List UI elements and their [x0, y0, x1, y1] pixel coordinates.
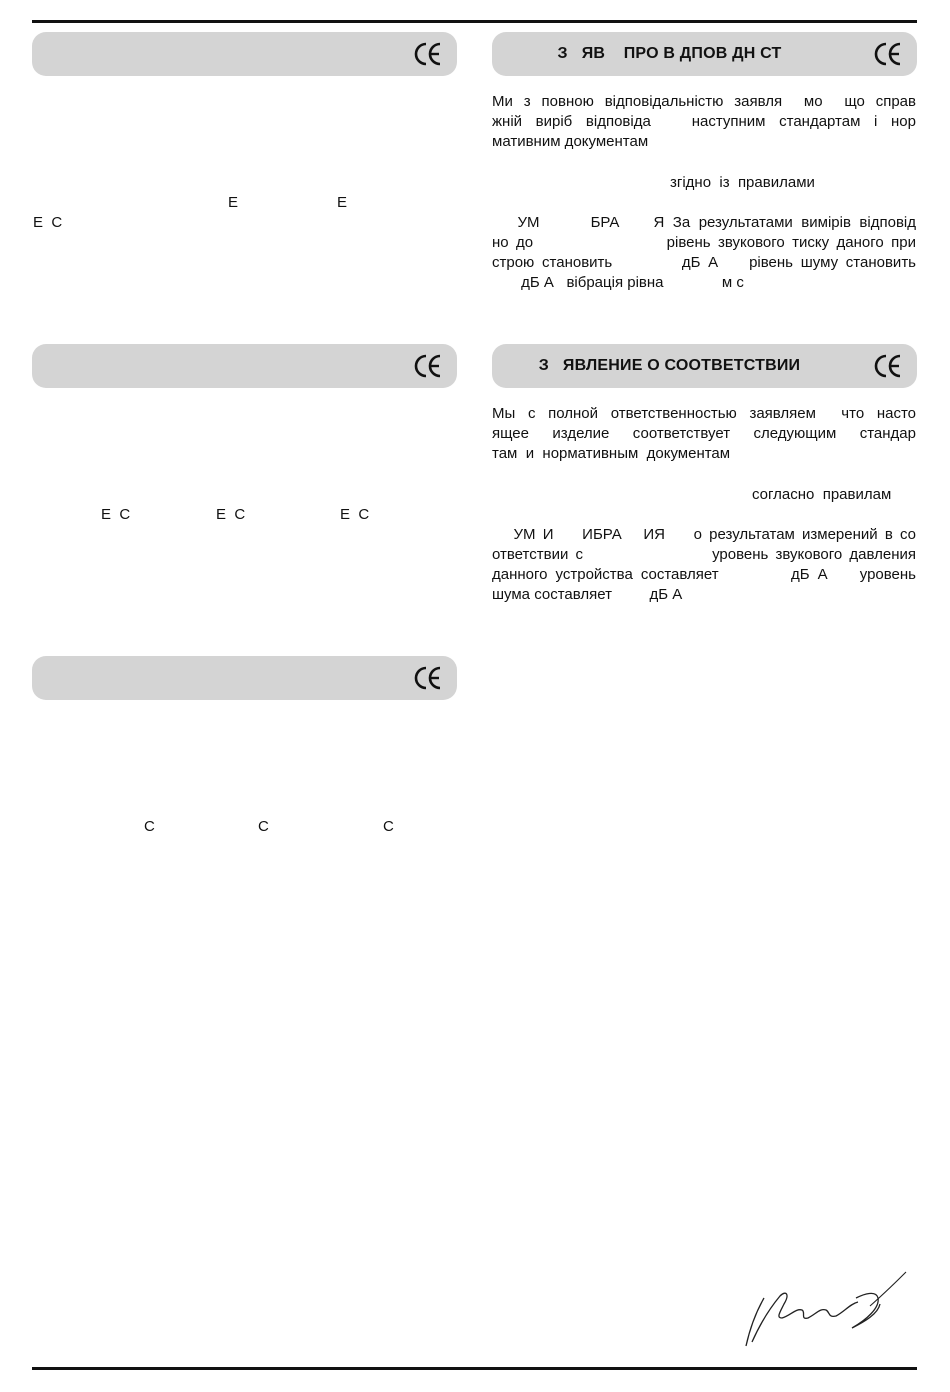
ru-noise-paragraph — [492, 525, 916, 605]
uk-rules-line: згідно із правилами — [670, 174, 815, 191]
signature-image — [740, 1268, 910, 1350]
ce-mark-icon — [873, 352, 903, 380]
left-section-1-fragment-3: Е С — [33, 214, 63, 231]
uk-intro-line: мативним документам — [492, 133, 649, 150]
ru-intro-line: там и нормативным документам — [492, 445, 731, 462]
uk-intro-line: Ми з повною відповідальністю заявля мо що справ — [492, 93, 916, 110]
uk-noise-paragraph — [492, 213, 916, 293]
left-section-3-fragment-1: С — [144, 818, 155, 835]
left-section-1-header — [32, 32, 457, 76]
left-section-2-fragment-1: Е С — [101, 506, 131, 523]
ce-mark-icon — [873, 40, 903, 68]
left-section-1-fragment-1: Е — [228, 194, 239, 211]
ce-mark-icon — [413, 664, 443, 692]
uk-noise-line: дБ А вібрація рівна м с — [492, 274, 744, 291]
left-section-3-fragment-3: С — [383, 818, 394, 835]
uk-noise-line: но до рівень звукового тиску даного при — [492, 234, 916, 251]
left-section-1-fragment-2: Е — [337, 194, 348, 211]
left-section-3-fragment-2: С — [258, 818, 269, 835]
ru-declaration-header — [492, 344, 917, 388]
ru-intro-line: Мы с полной ответственностью заявляем что насто — [492, 405, 916, 422]
ce-mark-icon — [413, 40, 443, 68]
left-section-3-header — [32, 656, 457, 700]
uk-declaration-title: З ЯВ ПРО В ДПОВ ДН СТ — [557, 45, 782, 62]
left-section-1-title — [32, 32, 387, 76]
uk-noise-line: строю становить дБ А рівень шуму становить — [492, 254, 916, 271]
ru-rules-line: согласно правилам — [752, 486, 892, 503]
uk-noise-line: УМ БРА Я За результатами вимірів відповід — [492, 214, 916, 231]
ru-declaration-title: З ЯВЛЕНИЕ О СООТВЕТСТВИИ — [538, 357, 801, 374]
ce-mark-icon — [413, 352, 443, 380]
ru-noise-line: данного устройства составляет дБ А уровень — [492, 566, 916, 583]
uk-declaration-header — [492, 32, 917, 76]
uk-intro-paragraph — [492, 92, 916, 152]
left-section-2-header — [32, 344, 457, 388]
ru-noise-line: ответствии с уровень звукового давления — [492, 546, 916, 563]
left-section-2-title — [32, 344, 387, 388]
bottom-rule — [32, 1367, 917, 1370]
top-rule — [32, 20, 917, 23]
left-section-3-title — [32, 656, 387, 700]
ru-intro-line: ящее изделие соответствует следующим стандар — [492, 425, 916, 442]
uk-intro-line: жній виріб відповіда наступним стандартам і нор — [492, 113, 916, 130]
ru-noise-line: УМ И ИБРА ИЯ о результатам измерений в со — [492, 526, 916, 543]
left-section-2-fragment-2: Е С — [216, 506, 246, 523]
ru-noise-line: шума составляет дБ А — [492, 586, 683, 603]
ru-intro-paragraph — [492, 404, 916, 464]
left-section-2-fragment-3: Е С — [340, 506, 370, 523]
